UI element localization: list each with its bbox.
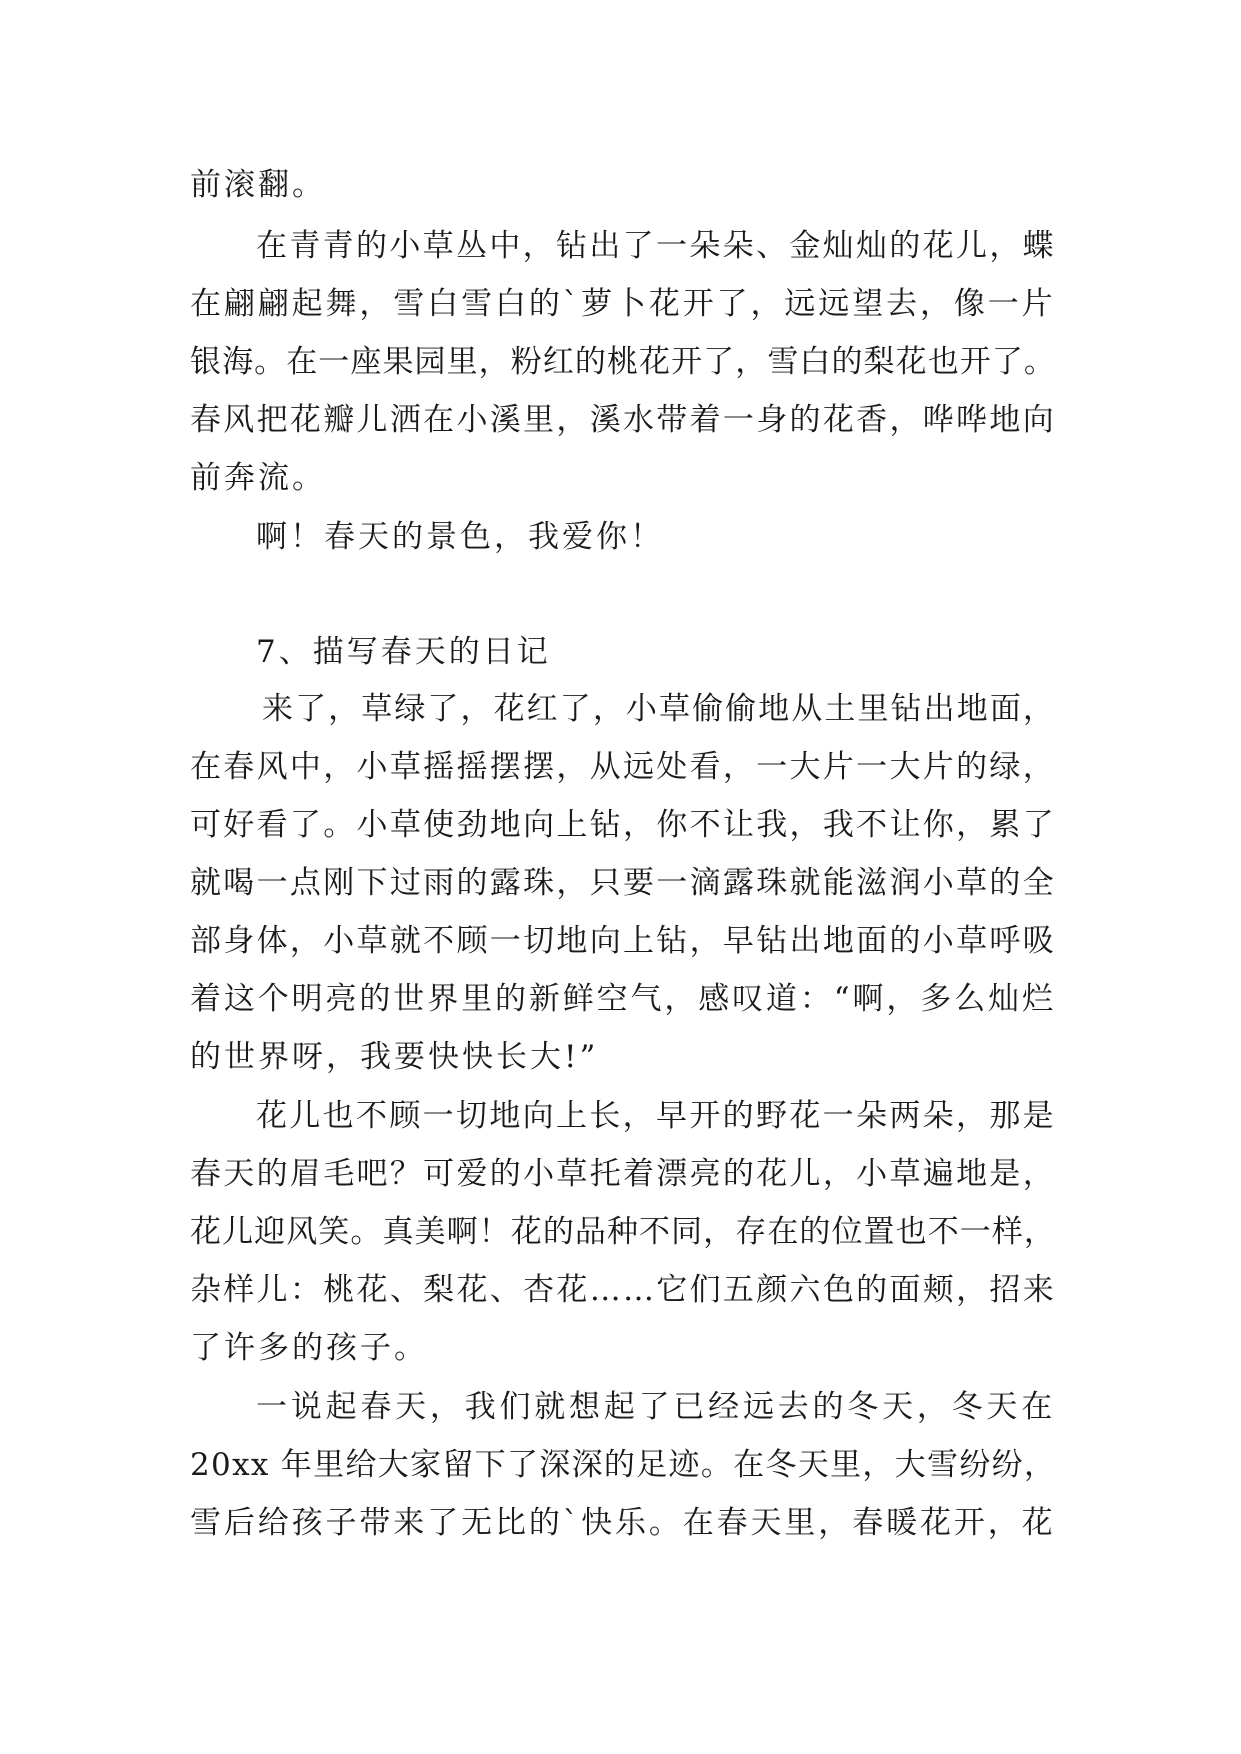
text-line: 可好看了。小草使劲地向上钻，你不让我，我不让你，累了 [190, 807, 1056, 843]
paragraph-first-line: 在青青的小草丛中，钻出了一朵朵、金灿灿的花儿，蝶 [256, 228, 1056, 264]
text-line: 20xx 年里给大家留下了深深的足迹。在冬天里，大雪纷纷， [190, 1447, 1056, 1483]
paragraph-first-line: 花儿也不顾一切地向上长，早开的野花一朵两朵，那是 [256, 1098, 1056, 1134]
text-line: 着这个明亮的世界里的新鲜空气，感叹道：“啊，多么灿烂 [190, 981, 1056, 1017]
section-heading: 7、描写春天的日记 [256, 634, 551, 670]
text-line: 在春风中，小草摇摇摆摆，从远处看，一大片一大片的绿， [190, 749, 1056, 785]
text-line: 前滚翻。 [190, 167, 326, 203]
text-line: 的世界呀，我要快快长大!” [190, 1039, 599, 1075]
text-line: 杂样儿：桃花、梨花、杏花……它们五颜六色的面颊，招来 [190, 1272, 1056, 1308]
text-line: 部身体，小草就不顾一切地向上钻，早钻出地面的小草呼吸 [190, 923, 1056, 959]
paragraph-first-line: 一说起春天，我们就想起了已经远去的冬天，冬天在 [256, 1389, 1056, 1425]
text-line: 春天的眉毛吧？可爱的小草托着漂亮的花儿，小草遍地是， [190, 1156, 1056, 1192]
text-line: 花儿迎风笑。真美啊！花的品种不同，存在的位置也不一样， [190, 1214, 1056, 1250]
text-line: 在翩翩起舞，雪白雪白的`萝卜花开了，远远望去，像一片 [190, 286, 1056, 322]
text-line: 春风把花瓣儿洒在小溪里，溪水带着一身的花香，哗哗地向 [190, 402, 1056, 438]
text-line: 银海。在一座果园里，粉红的桃花开了，雪白的梨花也开了。 [190, 344, 1056, 380]
text-line: 就喝一点刚下过雨的露珠，只要一滴露珠就能滋润小草的全 [190, 865, 1056, 901]
paragraph-first-line: 啊！春天的景色，我爱你！ [256, 519, 664, 555]
text-line: 前奔流。 [190, 460, 326, 496]
paragraph-first-line: 来了，草绿了，花红了，小草偷偷地从土里钻出地面， [262, 691, 1056, 727]
text-line: 雪后给孩子带来了无比的`快乐。在春天里，春暖花开，花 [190, 1505, 1056, 1541]
text-line: 了许多的孩子。 [190, 1330, 428, 1366]
